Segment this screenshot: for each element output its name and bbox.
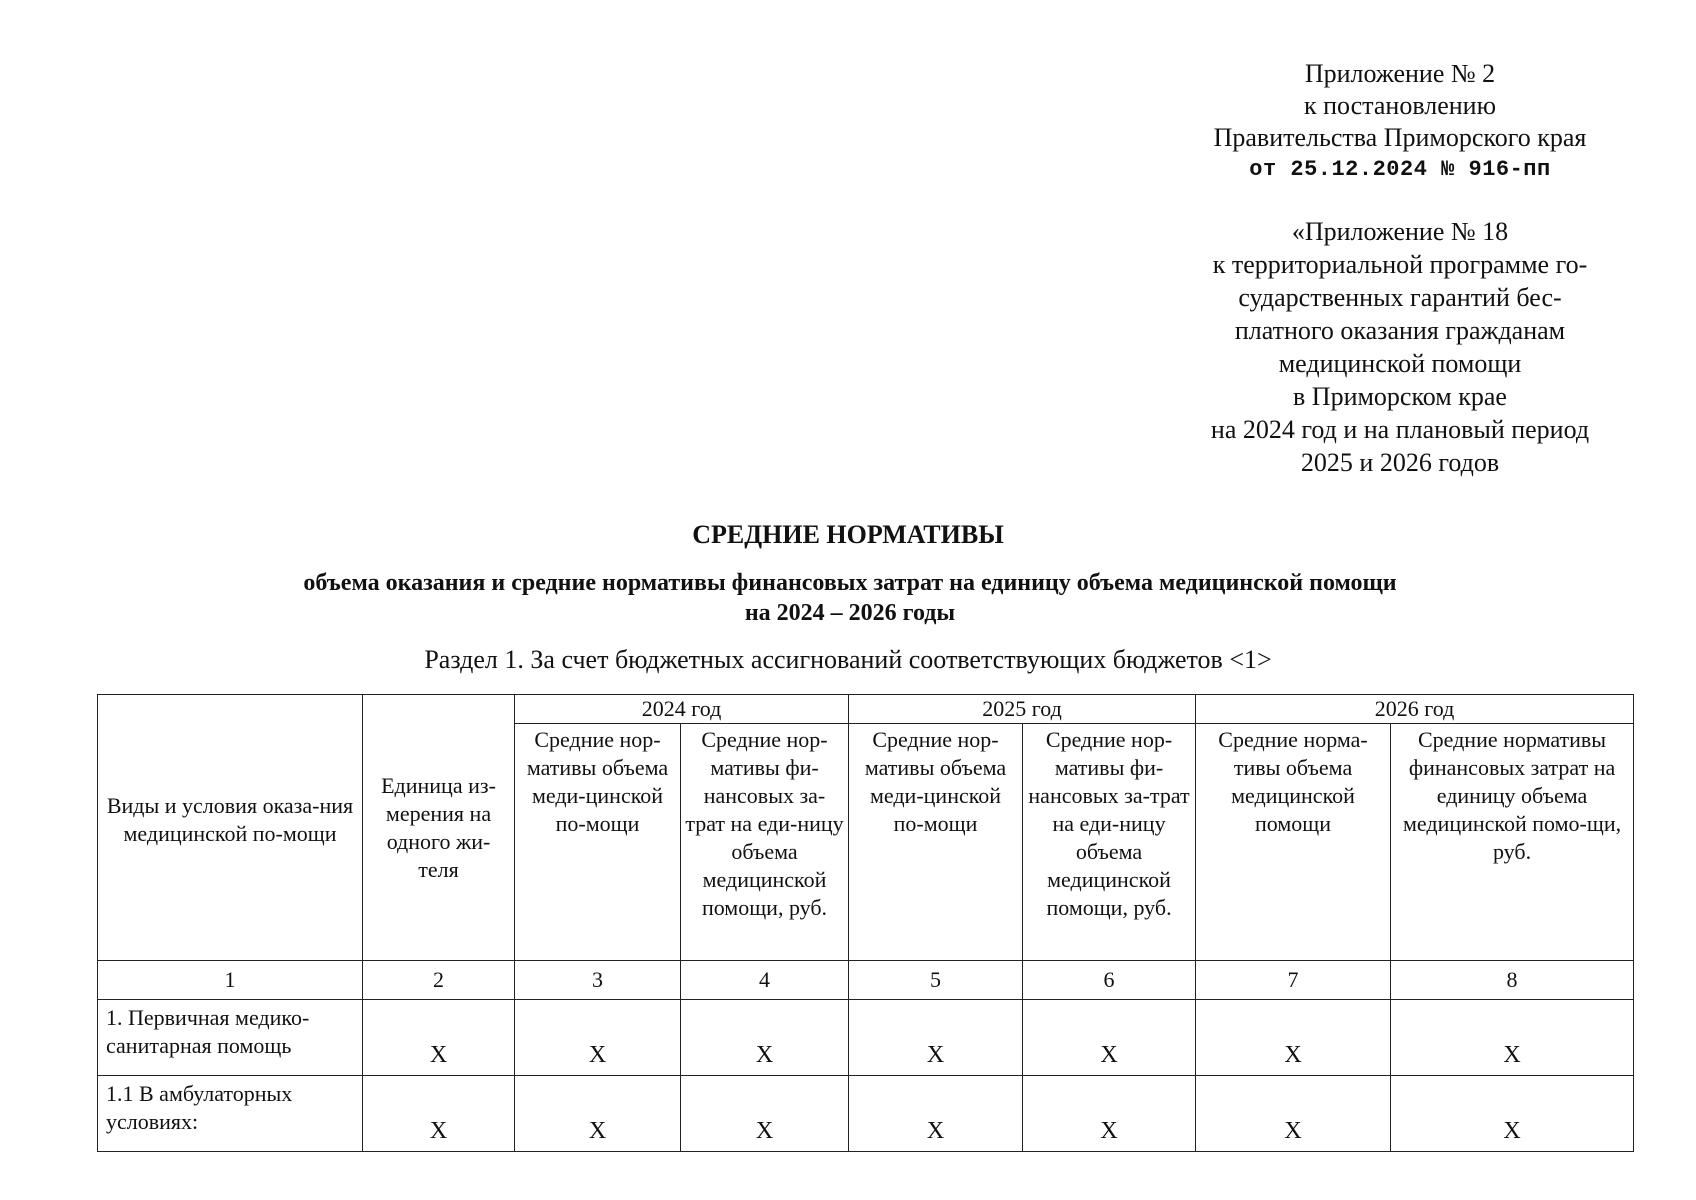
header-volume-2024: Средние нор-мативы объема меди-цинской по-мощи <box>515 724 681 961</box>
appendix-18-line: «Приложение № 18 <box>1291 217 1509 246</box>
appendix-line-2: Правительства Приморского края <box>1213 123 1587 152</box>
appendix-18-line: к территориальной программе го- <box>1212 250 1588 279</box>
subtitle-line-2: на 2024 – 2026 годы <box>744 600 956 626</box>
table-header-row <box>98 695 1634 724</box>
norms-table <box>97 694 1634 1152</box>
column-number: 8 <box>1391 961 1634 1000</box>
row-name: 1. Первичная медико-санитарная помощь <box>98 1000 363 1076</box>
column-number-row <box>98 961 1634 1000</box>
appendix-18-block <box>1180 215 1620 479</box>
table-row <box>98 1000 1634 1076</box>
column-number: 2 <box>363 961 515 1000</box>
appendix-18-line: платного оказания гражданам <box>1234 316 1566 345</box>
table-cell: Х <box>363 1000 515 1076</box>
header-volume-2025: Средние нор-мативы объема меди-цинской по-мощи <box>849 724 1023 961</box>
header-volume-2026: Средние норма-тивы объема медицинской помощи <box>1196 724 1391 961</box>
header-year-2026: 2026 год <box>1196 695 1634 724</box>
appendix-18-line: на 2024 год и на плановый период <box>1210 415 1590 444</box>
table-cell: Х <box>681 1000 849 1076</box>
column-number: 3 <box>515 961 681 1000</box>
appendix-18-line: 2025 и 2026 годов <box>1300 448 1500 477</box>
table-cell: Х <box>849 1000 1023 1076</box>
table-cell: Х <box>1196 1000 1391 1076</box>
table-cell: Х <box>1391 1000 1634 1076</box>
column-number: 4 <box>681 961 849 1000</box>
column-number: 6 <box>1023 961 1196 1000</box>
table-cell: Х <box>1391 1076 1634 1152</box>
appendix-block <box>1180 58 1620 186</box>
decree-number: от 25.12.2024 № 916-пп <box>1249 157 1551 182</box>
table-row <box>98 1076 1634 1152</box>
appendix-title: Приложение № 2 <box>1304 59 1496 88</box>
row-name: 1.1 В амбулаторных условиях: <box>98 1076 363 1152</box>
document-title: СРЕДНИЕ НОРМАТИВЫ <box>692 520 1004 549</box>
table-cell: Х <box>1023 1076 1196 1152</box>
section-heading: Раздел 1. За счет бюджетных ассигнований соответствующих бюджетов <1> <box>424 645 1272 674</box>
appendix-line-1: к постановлению <box>1303 91 1497 120</box>
header-unit: Единица из-мерения на одного жи-теля <box>363 695 515 961</box>
column-number: 5 <box>849 961 1023 1000</box>
header-year-2024: 2024 год <box>515 695 849 724</box>
table-cell: Х <box>363 1076 515 1152</box>
subtitle-line-1: объема оказания и средние нормативы финансовых затрат на единицу объема медицинской помощи <box>303 570 1397 596</box>
header-cost-2024: Средние нор-мативы фи-нансовых за-трат на еди-ницу объема медицинской помощи, руб. <box>681 724 849 961</box>
header-kind: Виды и условия оказа-ния медицинской по-мощи <box>98 695 363 961</box>
header-cost-2026: Средние нормативы финансовых затрат на единицу объема медицинской помо-щи, руб. <box>1391 724 1634 961</box>
document-subtitle <box>100 568 1600 628</box>
table-cell: Х <box>515 1076 681 1152</box>
appendix-18-line: в Приморском крае <box>1293 382 1507 411</box>
column-number: 1 <box>98 961 363 1000</box>
header-year-2025: 2025 год <box>849 695 1196 724</box>
column-number: 7 <box>1196 961 1391 1000</box>
table-cell: Х <box>1023 1000 1196 1076</box>
appendix-18-line: сударственных гарантий бес- <box>1238 283 1562 312</box>
appendix-18-line: медицинской помощи <box>1278 349 1522 378</box>
table-cell: Х <box>515 1000 681 1076</box>
table-cell: Х <box>849 1076 1023 1152</box>
table-cell: Х <box>681 1076 849 1152</box>
table-cell: Х <box>1196 1076 1391 1152</box>
header-cost-2025: Средние нор-мативы фи-нансовых за-трат на еди-ницу объема медицинской помощи, руб. <box>1023 724 1196 961</box>
